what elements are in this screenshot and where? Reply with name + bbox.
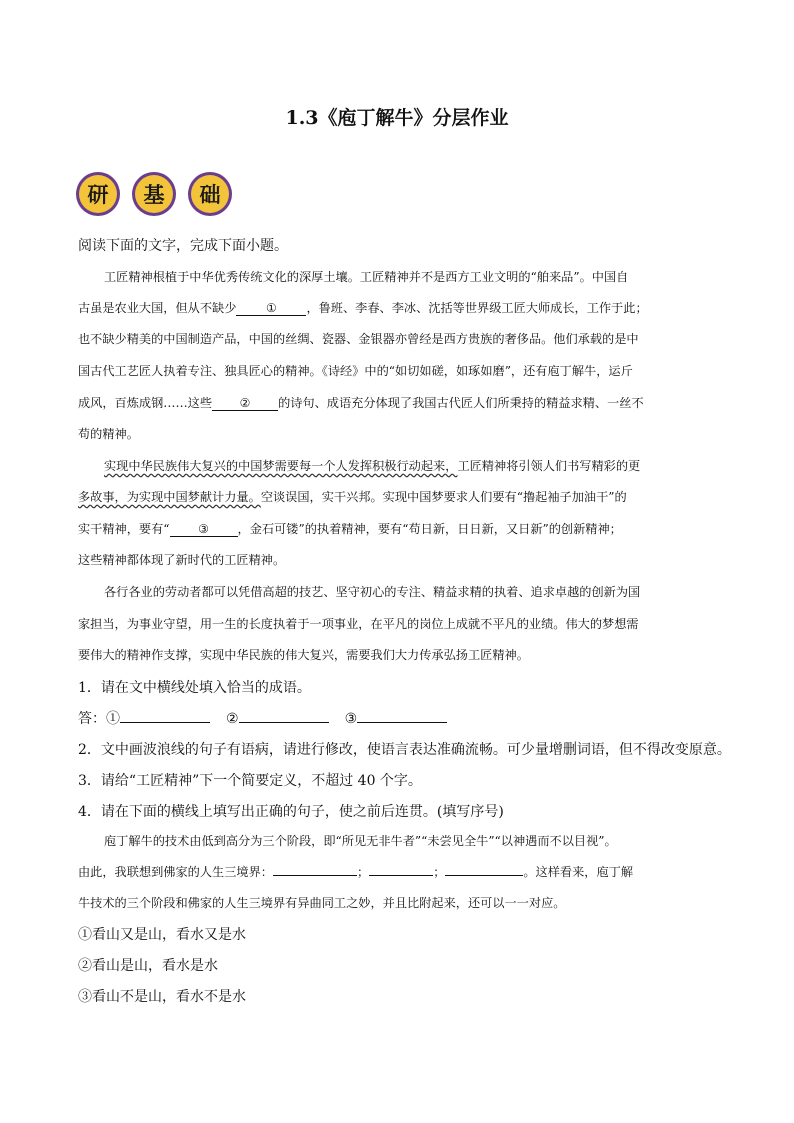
q4-blank-3[interactable] [445, 875, 523, 876]
answer-mark-1: ① [106, 711, 120, 727]
separator: ； [357, 865, 370, 879]
question-3: 3．请给“工匠精神”下一个简要定义，不超过 40 个字。 [78, 773, 422, 789]
blank-3: ③ [170, 522, 238, 537]
passage-line: 也不缺少精美的中国制造产品，中国的丝绸、瓷器、金银器亦曾经是西方贵族的奢侈品。他们承载的是中 [78, 332, 639, 346]
answer-blank-2[interactable] [239, 722, 329, 723]
separator: ； [433, 865, 446, 879]
q4-blank-1[interactable] [273, 875, 357, 876]
passage-line: 苟的精神。 [78, 427, 139, 441]
wavy-sentence: 多故事，为实现中国梦献计力量。 [78, 490, 261, 504]
badge-label: 础 [191, 175, 229, 213]
passage-line [104, 457, 744, 474]
answer-mark-2: ② [226, 711, 239, 727]
passage-text: 的诗句、成语充分体现了我国古代匠人们所秉持的精益求精、一丝不 [278, 396, 644, 410]
passage-line: 这些精神都体现了新时代的工匠精神。 [78, 553, 286, 567]
passage-line: 各行各业的劳动者都可以凭借高超的技艺、坚守初心的专注、精益求精的执着、追求卓越的创新为国 [104, 585, 641, 599]
answer-mark-3: ③ [344, 711, 358, 727]
question-1: 1．请在文中横线处填入恰当的成语。 [78, 680, 311, 696]
page-title: 1.3《庖丁解牛》分层作业 [285, 107, 509, 129]
section-badges [76, 172, 232, 216]
passage-line [78, 488, 718, 505]
passage-line [78, 520, 718, 537]
passage-line: 国古代工艺匠人执着专注、独具匠心的精神。《诗经》中的“如切如磋，如琢如磨”，还有庖丁解牛，运斤 [78, 364, 633, 378]
q4-passage-text: 。这样看来，庖丁解 [523, 865, 634, 879]
answer-line [78, 708, 718, 728]
option-3: ③看山不是山，看水不是水 [78, 989, 246, 1005]
passage-text: 空谈误国，实干兴邦。实现中国梦要求人们要有“撸起袖子加油干”的 [260, 490, 627, 504]
option-1: ①看山又是山，看水又是水 [78, 927, 246, 943]
passage-text: 实干精神，要有“ [78, 522, 170, 536]
badge-label: 基 [135, 175, 173, 213]
q4-passage-line: 牛技术的三个阶段和佛家的人生三境界有异曲同工之妙，并且比附起来，还可以一一对应。 [78, 896, 566, 910]
passage-text: 工匠精神将引领人们书写精彩的更 [457, 459, 641, 473]
badge-chu [188, 172, 232, 216]
q4-passage-line: 庖丁解牛的技术由低到高分为三个阶段，即“所见无非牛者”“未尝见全牛”“以神遇而不以目视”。 [104, 834, 617, 848]
answer-blank-1[interactable] [120, 722, 210, 723]
blank-2: ② [212, 396, 278, 411]
blank-1: ① [236, 301, 306, 316]
option-2: ②看山是山，看水是水 [78, 958, 218, 974]
passage-text: 成风，百炼成钢……这些 [78, 396, 213, 410]
q4-passage-line [78, 863, 718, 880]
passage-text: 古虽是农业大国，但从不缺少 [78, 301, 237, 315]
question-2: 2．文中画波浪线的句子有语病，请进行修改，使语言表达准确流畅。可少量增删词语，但不得改变原意。 [78, 742, 731, 758]
answer-prefix: 答： [78, 711, 106, 727]
q4-passage-text: 由此，我联想到佛家的人生三境界： [78, 865, 273, 879]
passage-line [78, 394, 718, 411]
passage-line [78, 299, 718, 316]
badge-ji [132, 172, 176, 216]
passage-line: 要伟大的精神作支撑，实现中华民族的伟大复兴，需要我们大力传承弘扬工匠精神。 [78, 648, 529, 662]
badge-yan [76, 172, 120, 216]
passage-line: 工匠精神根植于中华优秀传统文化的深厚土壤。工匠精神并不是西方工业文明的“舶来品”。中国自 [104, 270, 629, 284]
passage-text: ，鲁班、李春、李冰、沈括等世界级工匠大师成长，工作于此； [306, 301, 648, 315]
instruction: 阅读下面的文字，完成下面小题。 [78, 238, 288, 254]
passage-line: 家担当，为事业守望，用一生的长度执着于一项事业，在平凡的岗位上成就不平凡的业绩。伟大的梦想需 [78, 617, 639, 631]
wavy-sentence: 实现中华民族伟大复兴的中国梦需要每一个人发挥积极行动起来， [104, 459, 458, 473]
answer-blank-3[interactable] [357, 722, 447, 723]
passage-text: ，金石可镂”的执着精神，要有“苟日新，日日新，又日新”的创新精神； [237, 522, 622, 536]
badge-label: 研 [79, 175, 117, 213]
question-4: 4．请在下面的横线上填写出正确的句子，使之前后连贯。(填写序号) [78, 804, 504, 820]
q4-blank-2[interactable] [369, 875, 433, 876]
